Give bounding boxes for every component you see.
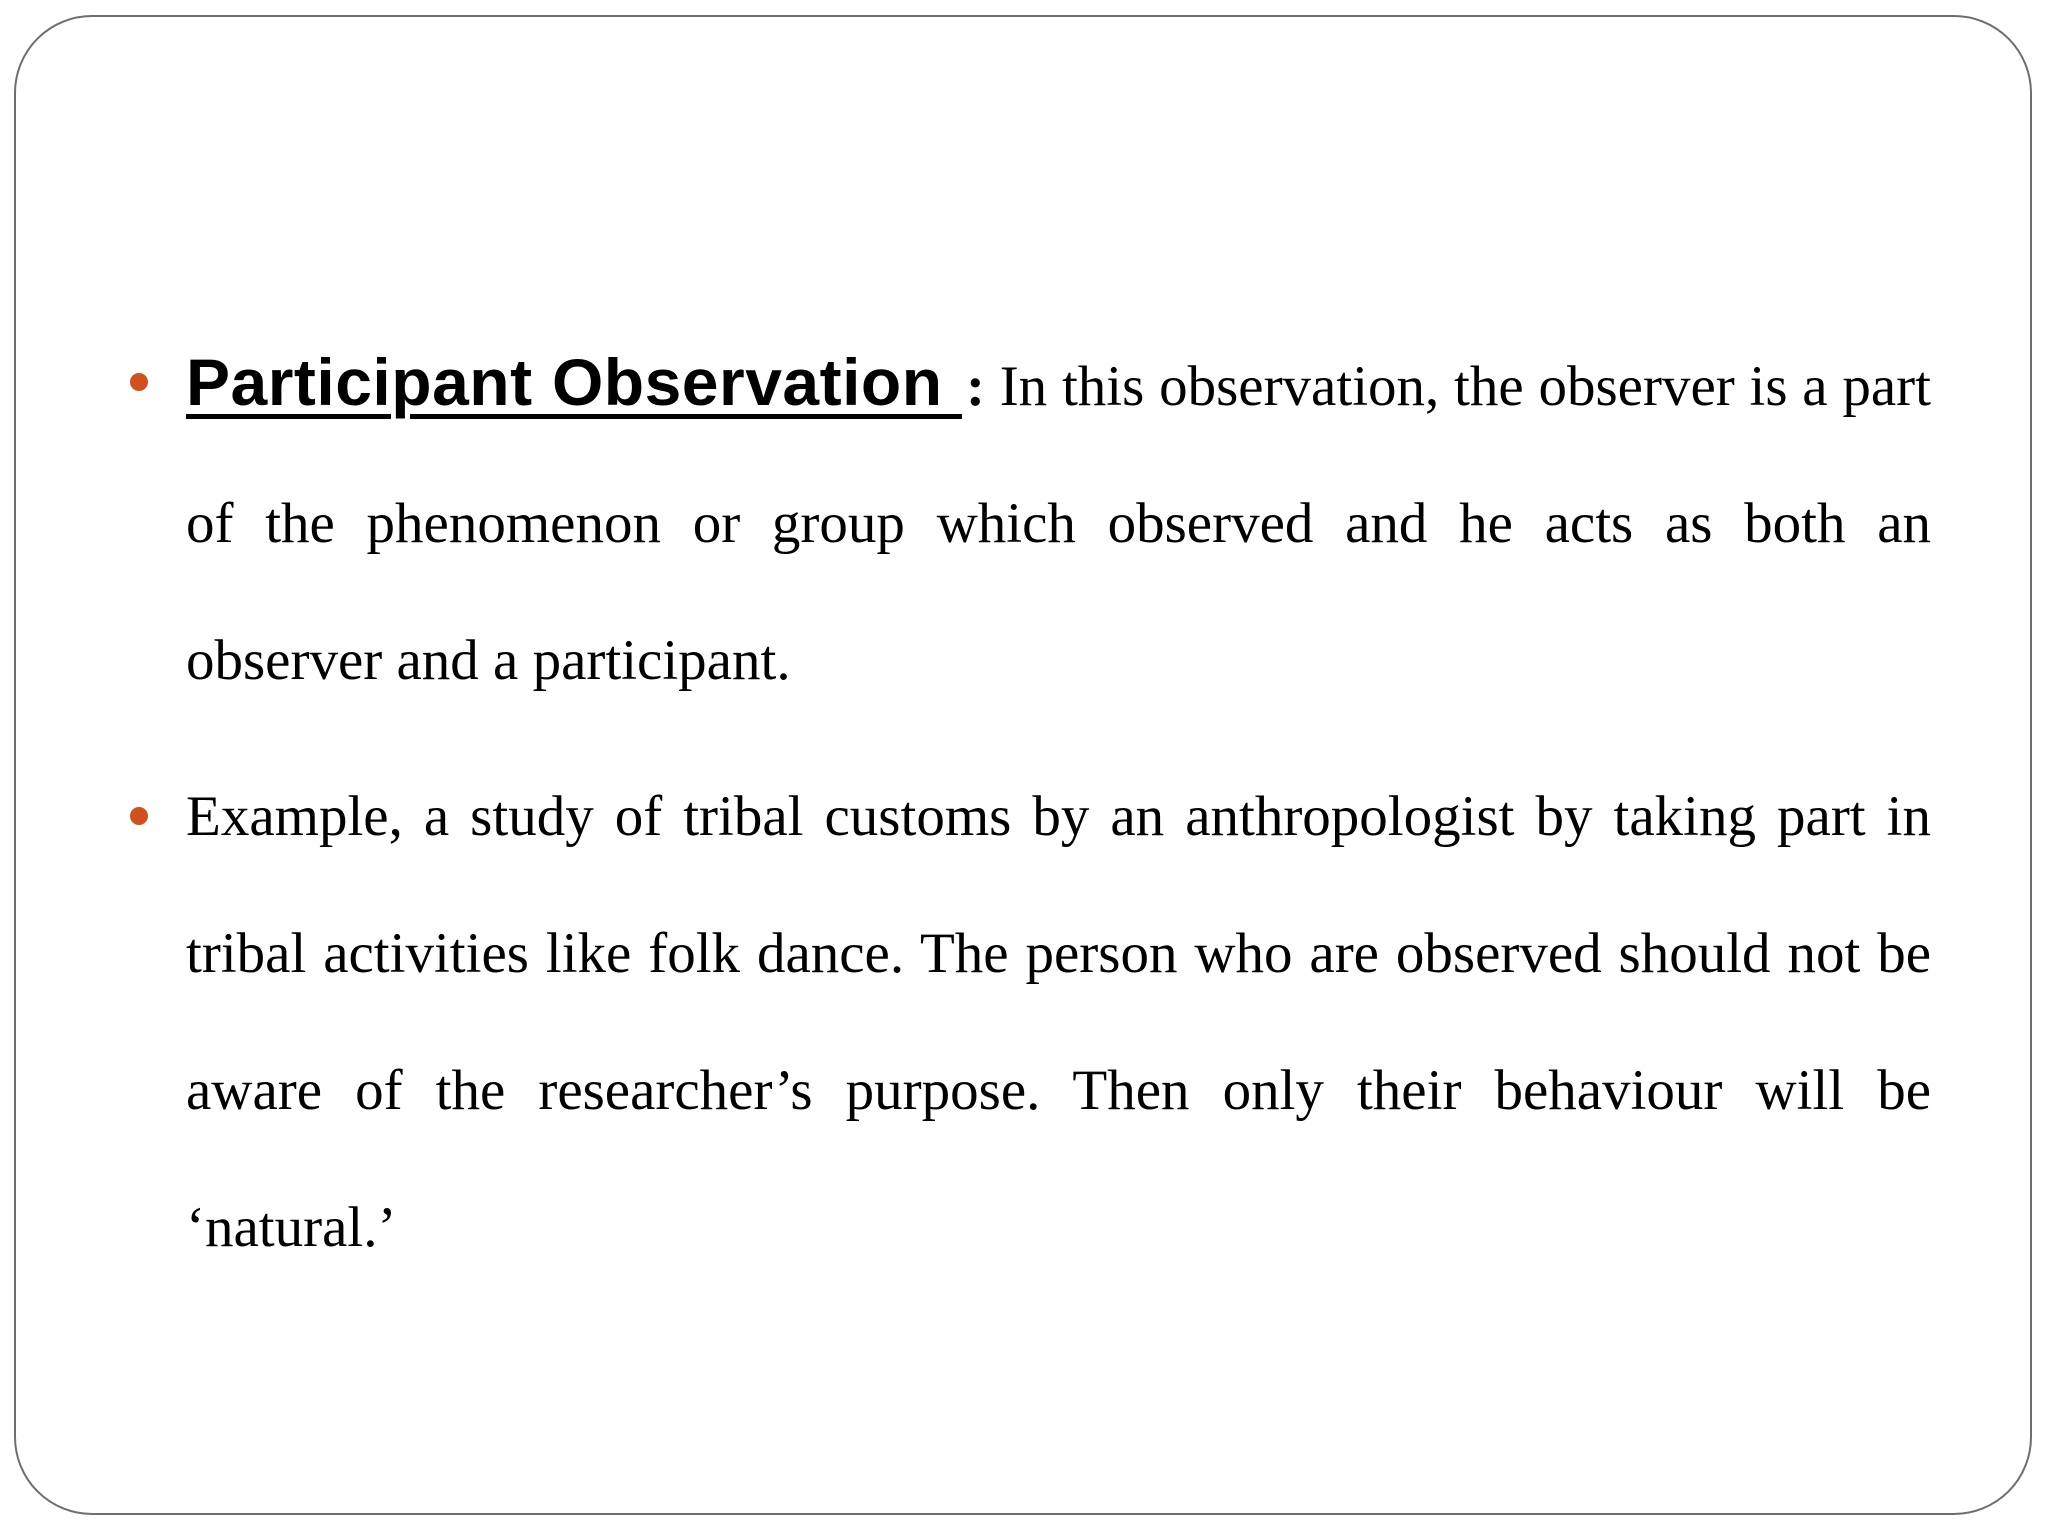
definition-text: In this observation, the observer is a part of the phenomenon or group which observed and he acts as both an observer and a participant. xyxy=(186,355,1931,692)
bullet-item-participant-observation xyxy=(186,314,1931,729)
bullet-item-example xyxy=(186,748,1931,1296)
example-text: Example, a study of tribal customs by an anthropologist by taking part in tribal activities like folk dance. The person who are observed should not be aware of the researcher’s purpose. Then only their behaviour will be ‘natural.’ xyxy=(186,785,1931,1259)
term-separator: : xyxy=(965,355,985,418)
term-heading: Participant Observation xyxy=(186,345,962,419)
bullet-list xyxy=(16,17,2030,1513)
slide-frame xyxy=(14,15,2032,1515)
bullet-dot-icon xyxy=(130,373,148,391)
bullet-dot-icon xyxy=(130,807,148,825)
